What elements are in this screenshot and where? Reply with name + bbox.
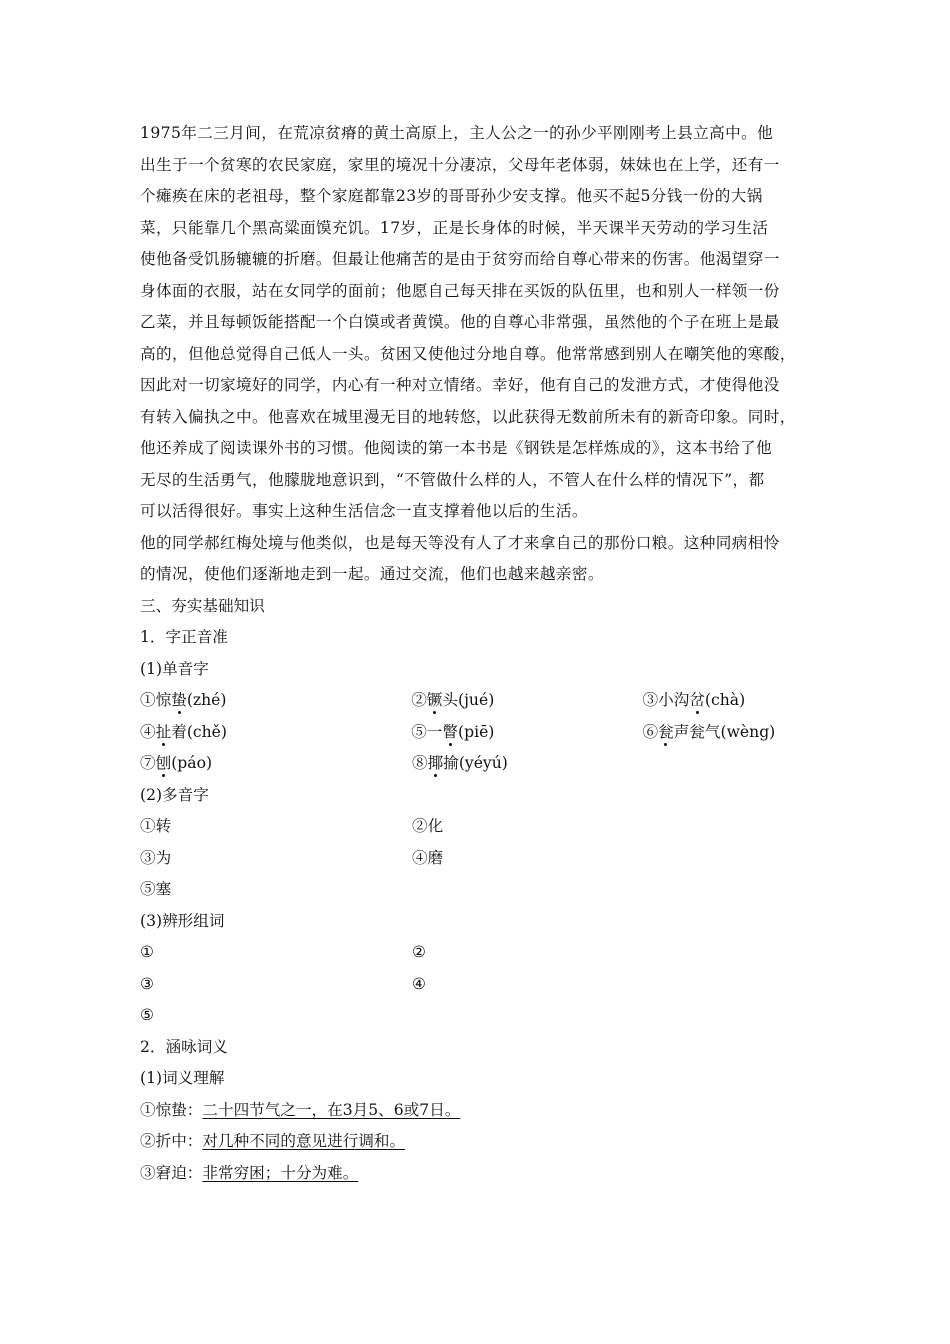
text-line: 乙菜，并且每顿饭能搭配一个白馍或者黄馍。他的自尊心非常强，虽然他的个子在班上是最 [140, 313, 780, 331]
subtitle-word-meaning: (1)词义理解 [140, 1069, 225, 1087]
text-line: 的情况，使他们逐渐地走到一起。通过交流，他们也越来越亲密。 [140, 565, 604, 583]
definition-line [140, 1126, 812, 1158]
subtitle-polyphones: (2)多音字 [140, 785, 209, 804]
shape-item: ② [412, 943, 426, 961]
shape-row [140, 937, 812, 969]
text-line: 使他备受饥肠辘辘的折磨。但最让他痛苦的是由于贫穷而给自尊心带来的伤害。他渴望穿一 [140, 250, 780, 268]
definition-line [140, 1095, 812, 1127]
text-line: 有转入偏执之中。他喜欢在城里漫无目的地转悠，以此获得无数前所未有的新奇印象。同时， [140, 407, 796, 426]
definition-label: ②折中： [140, 1132, 203, 1150]
text-line: 因此对一切家境好的同学，内心有一种对立情绪。幸好，他有自己的发泄方式，才使得他没 [140, 376, 780, 394]
shape-item: ① [140, 943, 154, 961]
single-char-item: ⑤一瞥(piē) [411, 722, 495, 741]
subtitle-shape-words: (3)辨形组词 [140, 911, 225, 930]
polyphone-row [140, 811, 812, 843]
text-line: 个瘫痪在床的老祖母，整个家庭都靠23岁的哥哥孙少安支撑。他买不起5分钱一份的大锅 [140, 187, 763, 205]
polyphone-item: ③为 [140, 848, 172, 867]
text-line: 他还养成了阅读课外书的习惯。他阅读的第一本书是《钢铁是怎样炼成的》，这本书给了他 [140, 439, 772, 457]
shape-row [140, 969, 812, 1001]
definition-text: 对几种不同的意见进行调和。 [202, 1132, 406, 1150]
single-char-row [140, 717, 812, 749]
shape-item: ③ [140, 974, 154, 993]
definition-label: ③窘迫： [140, 1163, 203, 1182]
single-char-item: ④扯着(chě) [140, 722, 227, 741]
polyphone-item: ①转 [140, 817, 172, 835]
shape-item: ④ [412, 974, 426, 993]
paragraph-story-1 [140, 118, 812, 528]
item-title-pronunciation: 1．字正音准 [140, 628, 228, 646]
single-char-item: ①惊蛰(zhé) [140, 691, 227, 709]
text-line: 身体面的衣服，站在女同学的面前；他愿自己每天排在买饭的队伍里，也和别人一样领一份 [140, 281, 780, 300]
polyphone-row [140, 874, 812, 906]
shape-row [140, 1000, 812, 1032]
definition-text: 非常穷困；十分为难。 [202, 1163, 359, 1182]
text-line: 无尽的生活勇气，他朦胧地意识到，“不管做什么样的人，不管人在什么样的情况下”，都 [140, 470, 765, 489]
single-char-item: ⑦刨(páo) [140, 754, 213, 772]
text-line: 他的同学郝红梅处境与他类似，也是每天等没有人了才来拿自己的那份口粮。这种同病相怜 [140, 533, 780, 552]
single-char-item: ⑥瓮声瓮气(wèng) [642, 722, 776, 741]
single-char-item: ②镢头(jué) [411, 691, 495, 709]
section-title: 三、夯实基础知识 [140, 596, 265, 615]
definition-text: 二十四节气之一，在3月5、6或7日。 [202, 1100, 461, 1119]
polyphone-row [140, 843, 812, 875]
text-line: 1975年二三月间，在荒凉贫瘠的黄土高原上，主人公之一的孙少平刚刚考上县立高中。他 [140, 124, 774, 142]
subtitle-single-chars: (1)单音字 [140, 659, 209, 678]
single-char-item: ⑧揶揄(yéyú) [412, 754, 508, 772]
text-line: 可以活得很好。事实上这种生活信念一直支撑着他以后的生活。 [140, 502, 588, 520]
item-title-meaning: 2．涵咏词义 [140, 1037, 228, 1056]
definition-label: ①惊蛰： [140, 1100, 203, 1119]
single-char-row [140, 685, 812, 717]
shape-item: ⑤ [140, 1006, 154, 1024]
polyphone-item: ⑤塞 [140, 880, 172, 898]
single-char-row [140, 748, 812, 780]
text-line: 出生于一个贫寒的农民家庭，家里的境况十分凄凉，父母年老体弱，妹妹也在上学，还有一 [140, 155, 780, 174]
text-line: 高的，但他总觉得自己低人一头。贫困又使他过分地自尊。他常常感到别人在嘲笑他的寒酸， [140, 344, 796, 363]
polyphone-item: ④磨 [412, 848, 444, 867]
single-char-item: ③小沟岔(chà) [642, 691, 746, 709]
text-line: 菜，只能靠几个黑高粱面馍充饥。17岁，正是长身体的时候，半天课半天劳动的学习生活 [140, 218, 769, 237]
document-page [140, 118, 812, 1189]
definition-line [140, 1158, 812, 1190]
paragraph-story-2 [140, 528, 812, 591]
polyphone-item: ②化 [412, 817, 444, 835]
